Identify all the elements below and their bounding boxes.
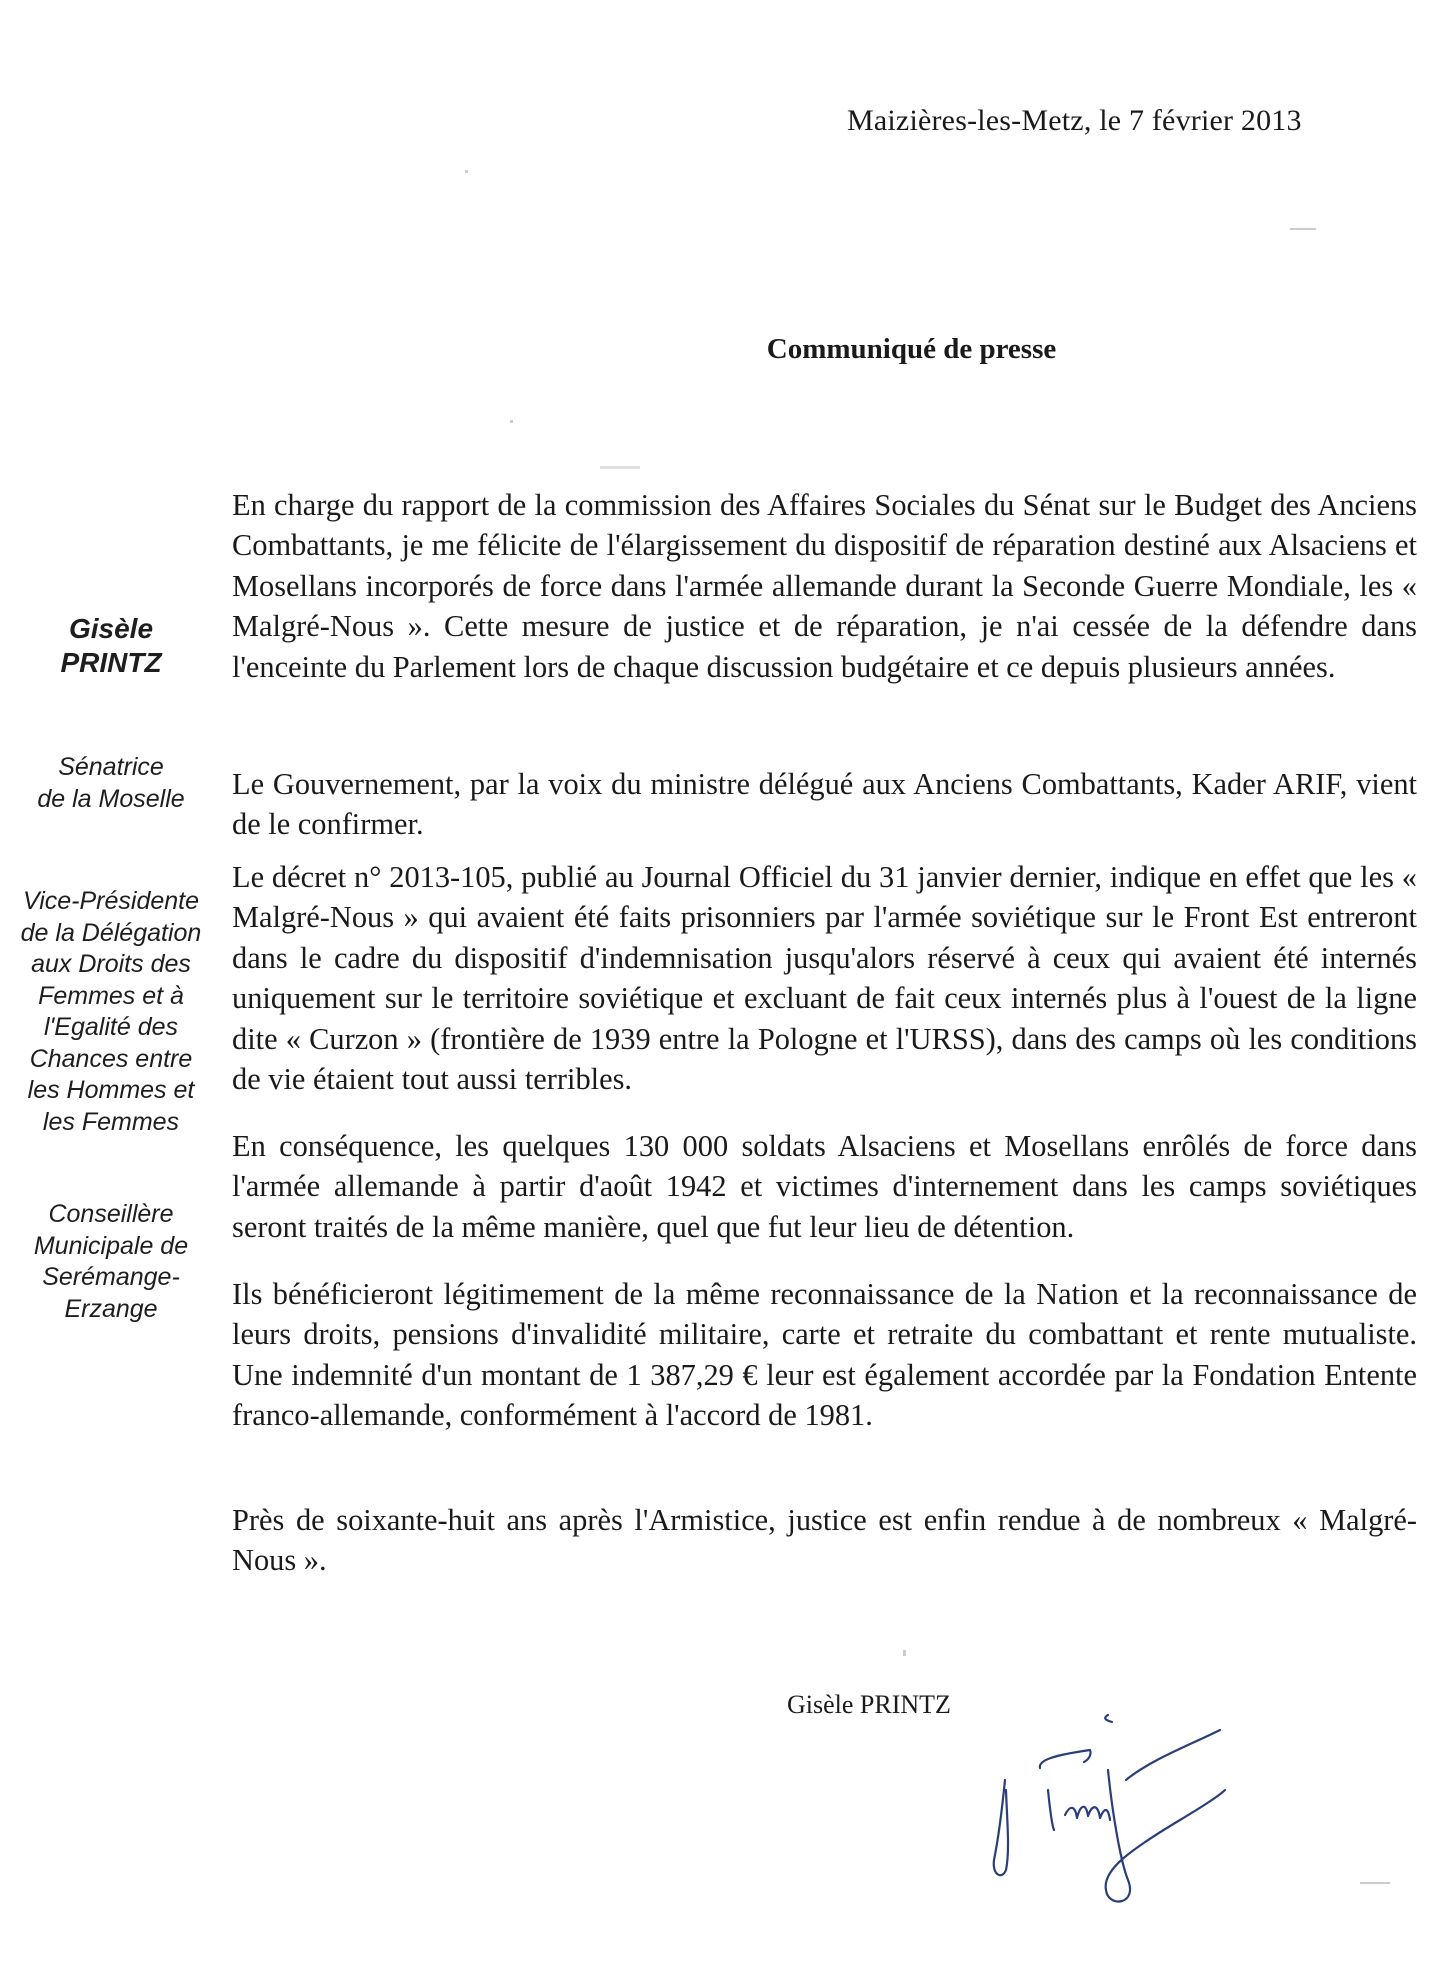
role-line: Sénatrice xyxy=(58,753,164,781)
scan-speck xyxy=(600,466,640,469)
sidebar-role-senator xyxy=(0,752,222,815)
role-line: aux Droits des xyxy=(31,950,191,978)
signer-name: Gisèle PRINTZ xyxy=(787,1690,951,1719)
scan-speck xyxy=(903,1650,906,1656)
sidebar-name xyxy=(0,612,222,680)
role-line: les Hommes et xyxy=(27,1076,195,1104)
scan-speck xyxy=(510,420,513,423)
paragraph-consequence: En conséquence, les quelques 130 000 soldats Alsaciens et Mosellans enrôlés de force dans l'armée allemande à partir d'août 1942 et victimes d'internement dans les camps soviétiques seront traités de la même manière, quel que fut leur lieu de détention. xyxy=(232,1129,1417,1244)
paragraph-benefits: Ils bénéficieront légitimement de la même reconnaissance de la Nation et la reconnaissance de leurs droits, pensions d'invalidité militaire, carte et retraite du combattant et rente mutualiste. Une indemnité d'un montant de 1 387,29 € leur est également accordée par la Fondation Entente franco-allemande, conformément à l'accord de 1981. xyxy=(232,1277,1417,1433)
role-line: Municipale de xyxy=(33,1231,189,1260)
role-line: Serémange- xyxy=(42,1263,180,1291)
role-line: Erzange xyxy=(64,1294,158,1323)
role-line: l'Egalité des xyxy=(43,1013,179,1041)
sidebar-last-name: PRINTZ xyxy=(60,647,162,678)
role-line: les Femmes xyxy=(42,1107,180,1136)
document-title: Communiqué de presse xyxy=(766,333,1057,365)
sidebar-role-councillor xyxy=(0,1199,222,1325)
sidebar-first-name: Gisèle xyxy=(68,613,154,644)
paragraph-conclusion: Près de soixante-huit ans après l'Armistice, justice est enfin rendue à de nombreux « Malgré-Nous ». xyxy=(232,1503,1417,1578)
role-line: de la Moselle xyxy=(37,784,185,813)
handwritten-signature-icon xyxy=(980,1710,1240,1910)
role-line: Femmes et à xyxy=(38,981,184,1010)
role-line: Chances entre xyxy=(29,1044,193,1073)
place-date: Maizières-les-Metz, le 7 février 2013 xyxy=(847,104,1302,137)
scan-speck xyxy=(1360,1882,1390,1884)
scan-speck xyxy=(1290,228,1316,230)
role-line: Vice-Présidente xyxy=(22,887,200,915)
scan-speck xyxy=(465,170,468,173)
sidebar-role-vice-president xyxy=(0,886,222,1138)
paragraph-government: Le Gouvernement, par la voix du ministre délégué aux Anciens Combattants, Kader ARIF, vient de le confirmer. xyxy=(232,767,1417,842)
role-line: Conseillère xyxy=(48,1200,174,1228)
paragraph-intro: En charge du rapport de la commission des Affaires Sociales du Sénat sur le Budget des Anciens Combattants, je me félicite de l'élargissement du dispositif de réparation destiné aux Alsaciens et Mosellans incorporés de force dans l'armée allemande durant la Seconde Guerre Mondiale, les « Malgré-Nous ». Cette mesure de justice et de réparation, je n'ai cessée de la défendre dans l'enceinte du Parlement lors de chaque discussion budgétaire et ce depuis plusieurs années. xyxy=(232,488,1417,684)
role-line: de la Délégation xyxy=(20,918,202,947)
paragraph-decree: Le décret n° 2013-105, publié au Journal Officiel du 31 janvier dernier, indique en effet que les « Malgré-Nous » qui avaient été faits prisonniers par l'armée soviétique sur le Front Est entreront dans le cadre du dispositif d'indemnisation jusqu'alors réservé à ceux qui avaient été internés uniquement sur le territoire soviétique et excluant de fait ceux internés plus à l'ouest de la ligne dite « Curzon » (frontière de 1939 entre la Pologne et l'URSS), dans des camps où les conditions de vie étaient tout aussi terribles. xyxy=(232,860,1417,1097)
sidebar xyxy=(0,612,222,1323)
